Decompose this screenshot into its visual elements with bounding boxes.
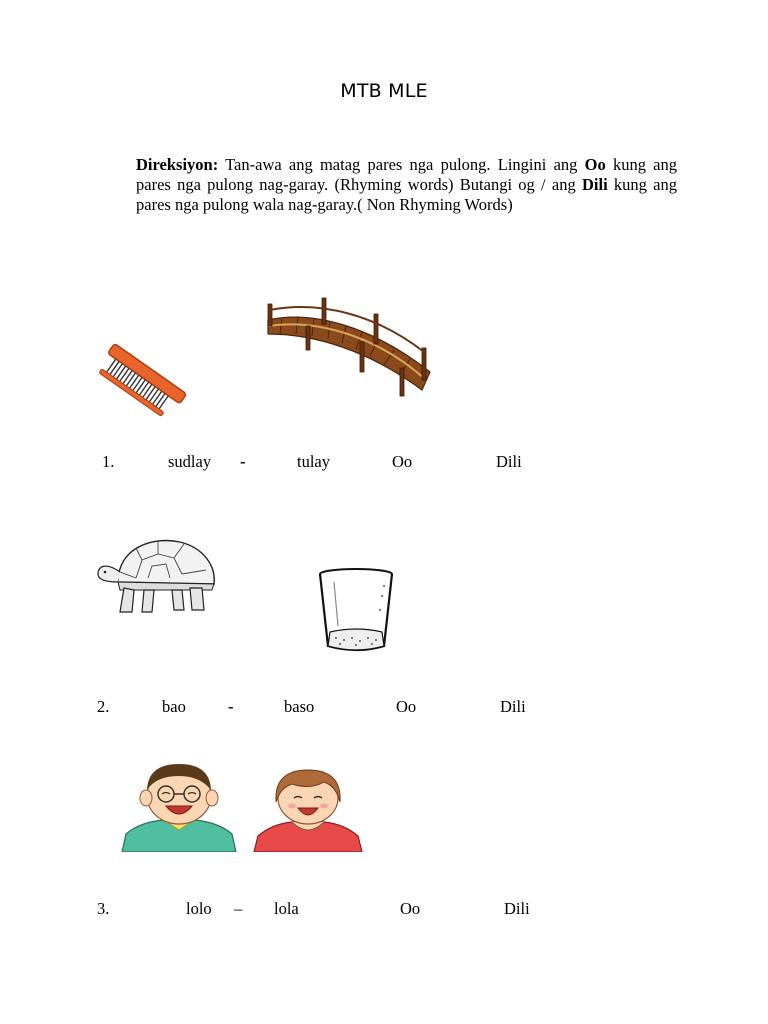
directions-text-3: kung ang pares nga pulong wala nag-garay.( Non Rhyming Words) <box>136 175 677 214</box>
directions-dili: Dili <box>581 175 608 194</box>
directions-text-1: Tan-awa ang matag pares nga pulong. Lingini ang <box>218 155 585 174</box>
page-title: MTB MLE <box>340 80 428 102</box>
item-number: 3. <box>97 899 110 918</box>
word-1: lolo <box>186 899 212 918</box>
bridge-image <box>262 296 436 400</box>
dash: - <box>228 697 234 716</box>
answer-oo[interactable]: Oo <box>400 899 421 918</box>
word-1: sudlay <box>168 452 212 471</box>
word-2: lola <box>274 899 299 918</box>
item-row-1 <box>0 452 768 474</box>
dash: – <box>234 899 243 918</box>
answer-dili[interactable]: Dili <box>504 899 530 918</box>
turtle-image <box>96 532 220 618</box>
answer-dili[interactable]: Dili <box>496 452 522 471</box>
word-2: tulay <box>297 452 330 471</box>
word-2: baso <box>284 697 315 716</box>
answer-oo[interactable]: Oo <box>392 452 413 471</box>
item-number: 1. <box>102 452 115 471</box>
glass-image <box>316 566 396 654</box>
directions-oo: Oo <box>584 155 606 174</box>
dash: - <box>240 452 246 471</box>
directions-label: Direksiyon: <box>136 155 219 174</box>
answer-dili[interactable]: Dili <box>500 697 526 716</box>
directions-paragraph <box>136 155 677 215</box>
item-row-2 <box>0 697 768 719</box>
comb-image <box>94 342 190 420</box>
item-row-3 <box>0 899 768 921</box>
grandfather-image <box>120 760 238 852</box>
grandmother-image <box>252 766 364 852</box>
answer-oo[interactable]: Oo <box>396 697 417 716</box>
item-number: 2. <box>97 697 110 716</box>
directions-text-2: kung ang pares nga pulong nag-garay. (Rhyming words) Butangi og / ang <box>136 155 677 194</box>
word-1: bao <box>162 697 186 716</box>
